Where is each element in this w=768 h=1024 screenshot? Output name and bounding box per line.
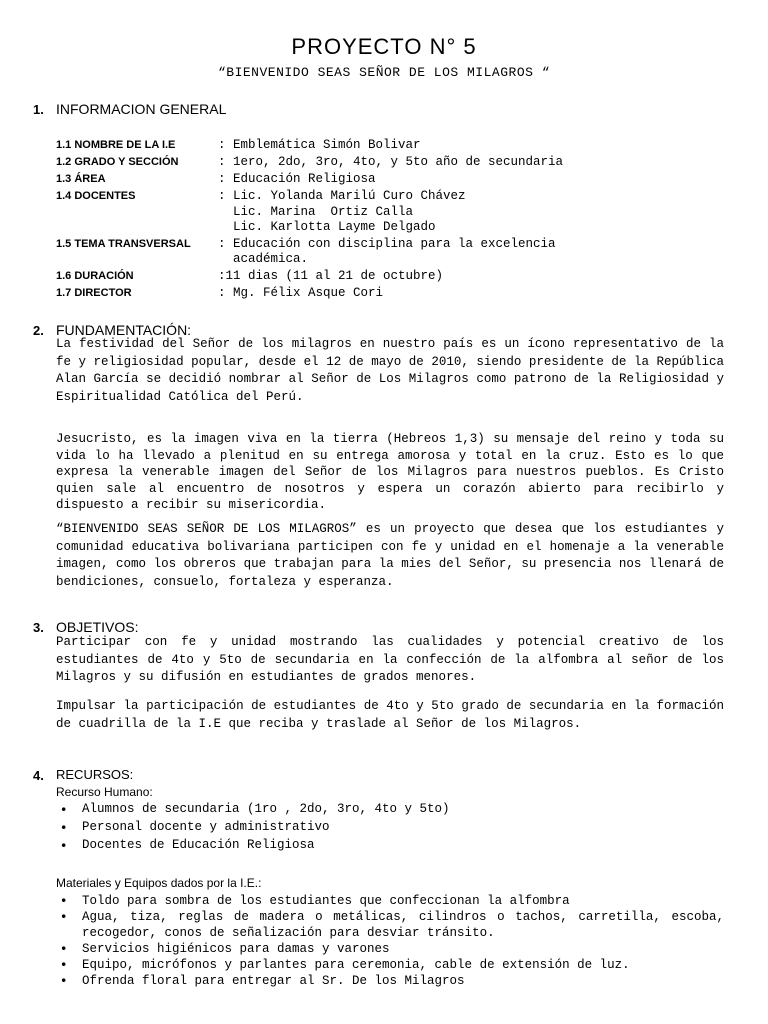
info-value: Lic. Marina Ortiz Calla xyxy=(218,205,414,219)
section-heading: RECURSOS: xyxy=(56,767,134,782)
list-item: • Personal docente y administrativo xyxy=(60,820,330,835)
human-resources-list xyxy=(56,802,724,852)
materials-list xyxy=(56,893,724,989)
list-item: • Docentes de Educación Religiosa xyxy=(60,838,315,853)
info-value: : Educación Religiosa xyxy=(218,172,376,186)
bullet-icon: • xyxy=(60,909,68,924)
bullet-icon: • xyxy=(60,941,68,956)
info-value: : Emblemática Simón Bolivar xyxy=(218,138,421,152)
list-item: • Ofrenda floral para entregar al Sr. De los Milagros xyxy=(60,973,465,988)
paragraph: La festividad del Señor de los milagros en nuestro país es un ícono representativo de la fe y religiosidad popular, desde el 12 de mayo de 2010, siendo presidente de la República Alan García se decidió nombrar al Señor de Los Milagros como patrono de la Religiosidad y Espiritualidad Católica del Perú. xyxy=(56,337,724,404)
info-label: 1.4 DOCENTES xyxy=(56,190,136,202)
info-value: : Educación con disciplina para la excelencia xyxy=(218,237,556,251)
section-number: 2. xyxy=(33,323,44,338)
bullet-icon: • xyxy=(60,957,68,972)
info-value: : 1ero, 2do, 3ro, 4to, y 5to año de secundaria xyxy=(218,155,564,169)
info-label: 1.6 DURACIÓN xyxy=(56,270,134,282)
subsection-title: Materiales y Equipos dados por la I.E.: xyxy=(56,876,262,890)
info-value: : Lic. Yolanda Marilú Curo Chávez xyxy=(218,189,466,203)
bullet-icon: • xyxy=(60,893,68,908)
list-item: • Equipo, micrófonos y parlantes para ceremonia, cable de extensión de luz. xyxy=(60,957,630,972)
section-number: 3. xyxy=(33,620,44,635)
info-label: 1.2 GRADO Y SECCIÓN xyxy=(56,156,179,168)
info-label: 1.7 DIRECTOR xyxy=(56,287,132,299)
list-item: • Agua, tiza, reglas de madera o metálicas, cilindros o tachos, carretilla, escoba, recogedor, conos de señalización para desviar tránsito. xyxy=(60,909,724,940)
info-value: :11 dias (11 al 21 de octubre) xyxy=(218,269,444,283)
info-value: Lic. Karlotta Layme Delgado xyxy=(218,220,436,234)
section-number: 1. xyxy=(33,102,44,117)
list-item: • Toldo para sombra de los estudiantes que confeccionan la alfombra xyxy=(60,893,570,908)
paragraph: Jesucristo, es la imagen viva en la tierra (Hebreos 1,3) su mensaje del reino y toda su vida lo ha llevado a plenitud en su entrega amorosa y total en la cruz. Esto es lo que expresa la venerable imagen del Señor de los Milagros para nuestros pueblos. Es Cristo quien sale al encuentro de nosotros y espera un corazón abierto para recibirlo y dispuesto a recibir su misericordia. xyxy=(56,432,724,512)
info-label: 1.5 TEMA TRANSVERSAL xyxy=(56,238,191,250)
bullet-icon: • xyxy=(60,820,68,835)
info-label: 1.3 ÁREA xyxy=(56,173,106,185)
paragraph: Participar con fe y unidad mostrando las cualidades y potencial creativo de los estudiantes de 4to y 5to de secundaria en la confección de la alfombra al señor de los Milagros y su difusión en estudiantes de grados menores. xyxy=(56,635,724,684)
page-subtitle: “BIENVENIDO SEAS SEÑOR DE LOS MILAGROS “ xyxy=(217,65,551,80)
section-heading: FUNDAMENTACIÓN: xyxy=(56,322,192,338)
subsection-title: Recurso Humano: xyxy=(56,785,153,799)
list-item: • Servicios higiénicos para damas y varones xyxy=(60,941,390,956)
info-value: académica. xyxy=(218,252,309,266)
bullet-icon: • xyxy=(60,838,68,853)
section-number: 4. xyxy=(33,768,44,783)
section-heading: INFORMACION GENERAL xyxy=(56,101,227,117)
section-heading: OBJETIVOS: xyxy=(56,619,139,635)
list-item: • Alumnos de secundaria (1ro , 2do, 3ro, 4to y 5to) xyxy=(60,802,450,817)
paragraph: Impulsar la participación de estudiantes de 4to y 5to grado de secundaria en la formación de cuadrilla de la I.E que reciba y traslade al Señor de los Milagros. xyxy=(56,699,724,731)
bullet-icon: • xyxy=(60,802,68,817)
page-title: PROYECTO N° 5 xyxy=(291,34,477,59)
paragraph: “BIENVENIDO SEAS SEÑOR DE LOS MILAGROS” es un proyecto que desea que los estudiantes y comunidad educativa bolivariana participen con fe y unidad en el homenaje a la venerable imagen, como los obreros que trabajan para la mies del Señor, su presencia nos llenará de bendiciones, consuelo, fortaleza y esperanza. xyxy=(56,522,724,589)
bullet-icon: • xyxy=(60,973,68,988)
info-value: : Mg. Félix Asque Cori xyxy=(218,286,384,300)
info-label: 1.1 NOMBRE DE LA I.E xyxy=(56,139,176,151)
